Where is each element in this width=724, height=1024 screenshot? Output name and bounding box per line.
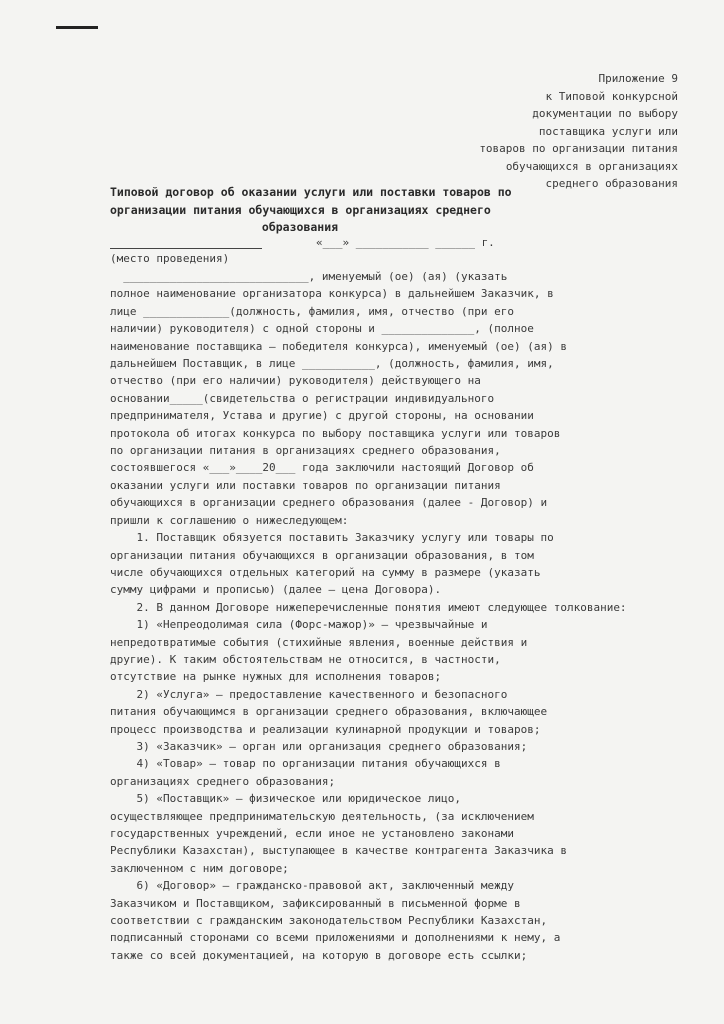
body-line: непредотвратимые события (стихийные явления, военные действия и [110,635,528,649]
document-title [110,184,512,237]
place-label: (место проведения) [110,252,230,265]
appendix-line: Приложение 9 [598,72,678,85]
body-line: пришли к соглашению о нижеследующем: [110,513,349,527]
appendix-line: товаров по организации питания [479,142,678,155]
body-line: 1. Поставщик обязуется поставить Заказчику услугу или товары по [110,531,554,545]
place-blank-line [110,248,262,249]
body-line: обучающихся в организации среднего образования (далее - Договор) и [110,496,548,510]
date-line: «___» ___________ ______ г. [316,236,495,249]
body-line: ____________________________, именуемый (ое) (ая) (указать [110,270,508,283]
body-line: осуществляющее предпринимательскую деятельность, (за исключением [110,809,534,823]
body-line: 2) «Услуга» – предоставление качественного и безопасного [110,687,508,701]
body-line: процесс производства и реализации кулинарной продукции и товаров; [110,722,541,736]
title-line: образования [261,220,339,234]
body-line: Республики Казахстан), выступающее в качестве контрагента Заказчика в [110,844,567,858]
appendix-line: среднего образования [545,177,678,190]
appendix-line: документации по выбору [532,107,678,120]
appendix-line: к Типовой конкурсной [545,89,678,103]
body-line: 4) «Товар» – товар по организации питания обучающихся в [110,757,501,771]
body-line: по организации питания в организациях среднего образования, [110,444,501,458]
body-line: числе обучающихся отдельных категорий на сумму в размере (указать [110,565,541,579]
body-line: наименование поставщика – победителя конкурса), именуемый (ое) (ая) в [110,339,567,353]
body-line: также со всей документацией, на которую в договоре есть ссылки; [110,948,528,962]
body-line: сумму цифрами и прописью) (далее – цена Договора). [110,583,442,597]
body-line: 2. В данном Договоре нижеперечисленные понятия имеют следующее толкование: [110,600,627,614]
body-line: 3) «Заказчик» – орган или организация среднего образования; [110,739,528,753]
body-line: наличии) руководителя) с одной стороны и ______________, (полное [110,322,534,336]
appendix-note [378,70,678,193]
title-line: Типовой договор об оказании услуги или поставки товаров по [110,185,512,199]
body-line: 5) «Поставщик» – физическое или юридическое лицо, [110,792,461,806]
appendix-line: поставщика услуги или [538,124,678,138]
body-line: оказании услуги или поставки товаров по организации питания [110,478,501,492]
body-line: Заказчиком и Поставщиком, зафиксированный в письменной форме в [110,896,521,910]
body-line: соответствии с гражданским законодательством Республики Казахстан, [110,914,548,928]
body-line: заключенном с ним договоре; [110,861,289,875]
body-line: лице _____________(должность, фамилия, имя, отчество (при его [110,304,514,318]
body-line: подписанный сторонами со всеми приложениями и дополнениями к нему, а [110,931,561,945]
body-line: основании_____(свидетельства о регистрации индивидуального [110,391,495,405]
appendix-line: обучающихся в организациях [505,159,678,173]
body-line: организациях среднего образования; [110,774,336,788]
body-line: государственных учреждений, если иное не установлено законами [110,827,514,840]
body-line: дальнейшем Поставщик, в лице ___________, (должность, фамилия, имя, [110,357,554,371]
body-line: отсутствие на рынке нужных для исполнения товаров; [110,670,442,684]
body-line: 6) «Договор» – гражданско-правовой акт, заключенный между [110,879,514,893]
body-line: питания обучающимся в организации среднего образования, включающее [110,705,548,719]
body-line: состоявшегося «___»____20___ года заключили настоящий Договор об [110,461,534,475]
body-line: предпринимателя, Устава и другие) с другой стороны, на основании [110,409,534,423]
body-line: организации питания обучающихся в организации образования, в том [110,548,534,562]
scan-mark [56,26,98,29]
body-line: протокола об итогах конкурса по выбору поставщика услуги или товаров [110,426,561,440]
body-line: полное наименование организатора конкурса) в дальнейшем Заказчик, в [110,287,554,301]
title-line: организации питания обучающихся в организациях среднего [110,202,491,217]
body-line: отчество (при его наличии) руководителя) действующего на [110,374,481,388]
body-line: 1) «Непреодолимая сила (Форс-мажор)» – чрезвычайные и [110,618,488,632]
contract-body [110,268,627,964]
body-line: другие). К таким обстоятельствам не относится, в частности, [110,652,501,666]
